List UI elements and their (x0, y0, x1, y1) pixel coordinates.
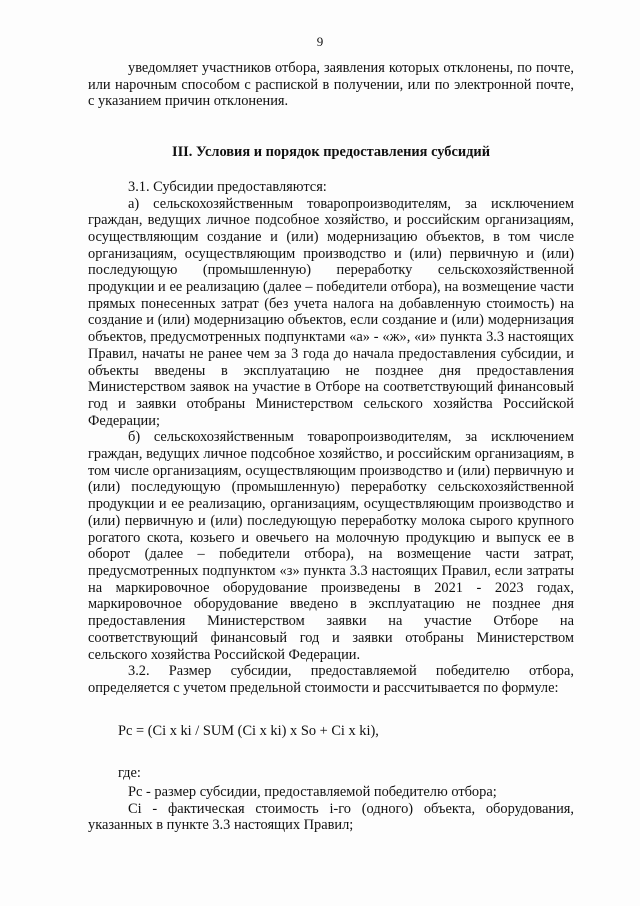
paragraph-3-2: 3.2. Размер субсидии, предоставляемой победителю отбора, определяется с учетом предельной стоимости и рассчитывается по формуле: (88, 663, 574, 696)
section-heading: III. Условия и порядок предоставления субсидий (171, 144, 491, 161)
where-label: где: (118, 765, 141, 782)
paragraph-3-1-a: а) сельскохозяйственным товаропроизводителям, за исключением граждан, ведущих личное подсобное хозяйство, и российским организациям, осуществляющим создание и (или) модернизацию объектов, в том числе организациям, осуществляющим производство и (или) первичную и (или) последующую (промышленную) переработку сельскохозяйственной продукции и ее реализацию (далее – победители отбора), на возмещение части прямых понесенных затрат (без учета налога на добавленную стоимость) на создание и (или) модернизацию объектов, если создание и (или) модернизация объектов, предусмотренных подпунктами «а» - «ж», «и» пункта 3.3 настоящих Правил, начаты не ранее чем за 3 года до начала предоставления субсидии, и объекты введены в эксплуатацию не позднее дня предоставления Министерством заявок на участие в Отборе на соответствующий финансовый год и заявки отобраны Министерством сельского хозяйства Российской Федерации; (88, 195, 574, 429)
page-number: 9 (316, 34, 324, 49)
subsidy-formula: Pc = (Ci x ki / SUM (Ci x ki) x So + Ci x ki), (118, 722, 379, 739)
definition-ci: Ci - фактическая стоимость i-го (одного) объекта, оборудования, указанных в пункте 3.3 настоящих Правил; (88, 800, 574, 834)
document-body (88, 60, 574, 834)
intro-paragraph: уведомляет участников отбора, заявления которых отклонены, по почте, или нарочным способом с распиской в получении, или по электронной почте, с указанием причин отклонения. (88, 60, 574, 110)
definition-pc: Pc - размер субсидии, предоставляемой победителю отбора; (128, 784, 497, 801)
paragraph-3-1: 3.1. Субсидии предоставляются: (128, 178, 327, 195)
paragraph-3-1-b: б) сельскохозяйственным товаропроизводителям, за исключением граждан, ведущих личное подсобное хозяйство, и российским организациям, в том числе организациям, осуществляющим производство и (или) первичную и (или) последующую (промышленную) переработку сельскохозяйственной продукции и ее реализацию, организациям, осуществляющим производство и (или) первичную и (или) последующую переработку молока сырого крупного рогатого скота, козьего и овечьего на молочную продукцию и выпуск ее в оборот (далее – победители отбора), на возмещение части затрат, предусмотренных подпунктом «з» пункта 3.3 настоящих Правил, если затраты на маркировочное оборудование произведены в 2021 - 2023 годах, маркировочное оборудование введено в эксплуатацию не позднее дня предоставления Министерством заявки на участие Отборе на соответствующий финансовый год и заявки отобраны Министерством сельского хозяйства Российской Федерации. (88, 429, 574, 663)
